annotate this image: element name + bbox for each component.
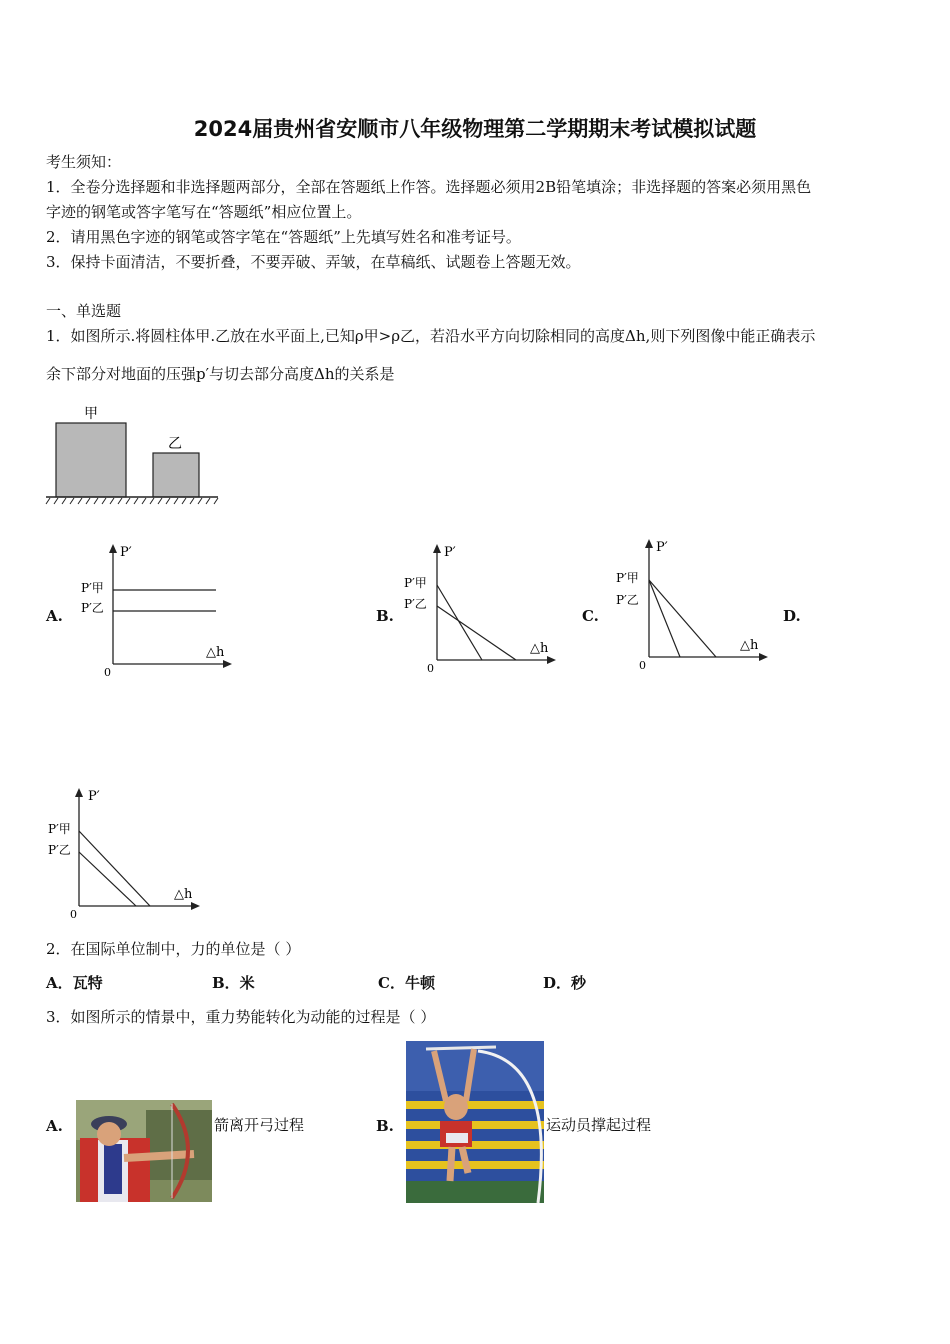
axis-y-label: P′ [656,540,668,555]
q1-option-d-label[interactable]: D. [783,607,801,625]
pole-vault-photo [406,1041,544,1203]
origin-label: 0 [639,659,646,672]
q1-option-c-label[interactable]: C. [582,607,599,625]
q2-option-a[interactable]: A．瓦特 [46,974,103,992]
q3-option-b-text: 运动员撑起过程 [546,1116,652,1134]
p-yi-label: P′乙 [616,593,639,607]
axis-y-label: P′ [444,545,456,560]
cylinders-figure [44,400,224,510]
graph-b [402,540,562,680]
section-heading: 一、单选题 [46,302,122,320]
q1-option-a-label[interactable]: A. [46,607,63,625]
p-yi-label: P′乙 [404,597,427,611]
q1-option-b-label[interactable]: B. [376,607,394,625]
graph-d [44,784,204,924]
axis-y-label: P′ [88,789,100,804]
p-yi-label: P′乙 [81,601,104,615]
axis-y-label: P′ [120,545,132,560]
q2-option-b[interactable]: B．米 [212,974,255,992]
q2-option-d[interactable]: D．秒 [543,974,587,992]
notice-item-1-cont: 字迹的钢笔或答字笔写在“答题纸”相应位置上。 [46,203,362,221]
notice-item-2: 2．请用黑色字迹的钢笔或答字笔在“答题纸”上先填写姓名和准考证号。 [46,228,521,246]
graph-a [78,540,238,680]
p-jia-label: P′甲 [616,571,639,585]
q3-option-a-text: 箭离开弓过程 [214,1116,305,1134]
question-1-line1: 1．如图所示.将圆柱体甲.乙放在水平面上,已知ρ甲>ρ乙，若沿水平方向切除相同的高度Δh,则下列图像中能正确表示 [46,327,816,345]
axis-x-label: △h [530,641,549,656]
question-1-line2: 余下部分对地面的压强p′与切去部分高度Δh的关系是 [46,365,395,383]
page-title: 2024届贵州省安顺市八年级物理第二学期期末考试模拟试题 [193,117,757,141]
notice-item-1: 1．全卷分选择题和非选择题两部分，全部在答题纸上作答。选择题必须用2B铅笔填涂；非选择题的答案必须用黑色 [46,178,812,196]
origin-label: 0 [104,666,111,679]
axis-x-label: △h [174,887,193,902]
q3-option-b-label[interactable]: B. [376,1117,394,1135]
axis-x-label: △h [740,638,759,653]
notice-item-3: 3．保持卡面清洁，不要折叠，不要弄破、弄皱，在草稿纸、试题卷上答题无效。 [46,253,581,271]
question-2-stem: 2．在国际单位制中，力的单位是（ ） [46,940,301,958]
label-jia: 甲 [84,406,98,422]
notice-heading: 考生须知： [46,153,122,171]
origin-label: 0 [70,908,77,921]
p-jia-label: P′甲 [404,576,427,590]
archer-photo [76,1100,212,1202]
axis-x-label: △h [206,645,225,660]
p-jia-label: P′甲 [81,581,104,595]
question-3-stem: 3．如图所示的情景中，重力势能转化为动能的过程是（ ） [46,1008,436,1026]
p-yi-label: P′乙 [48,843,71,857]
q3-option-a-label[interactable]: A. [46,1117,63,1135]
label-yi: 乙 [168,436,182,452]
p-jia-label: P′甲 [48,822,71,836]
graph-c [614,535,774,675]
q2-option-c[interactable]: C．牛顿 [378,974,435,992]
origin-label: 0 [427,662,434,675]
